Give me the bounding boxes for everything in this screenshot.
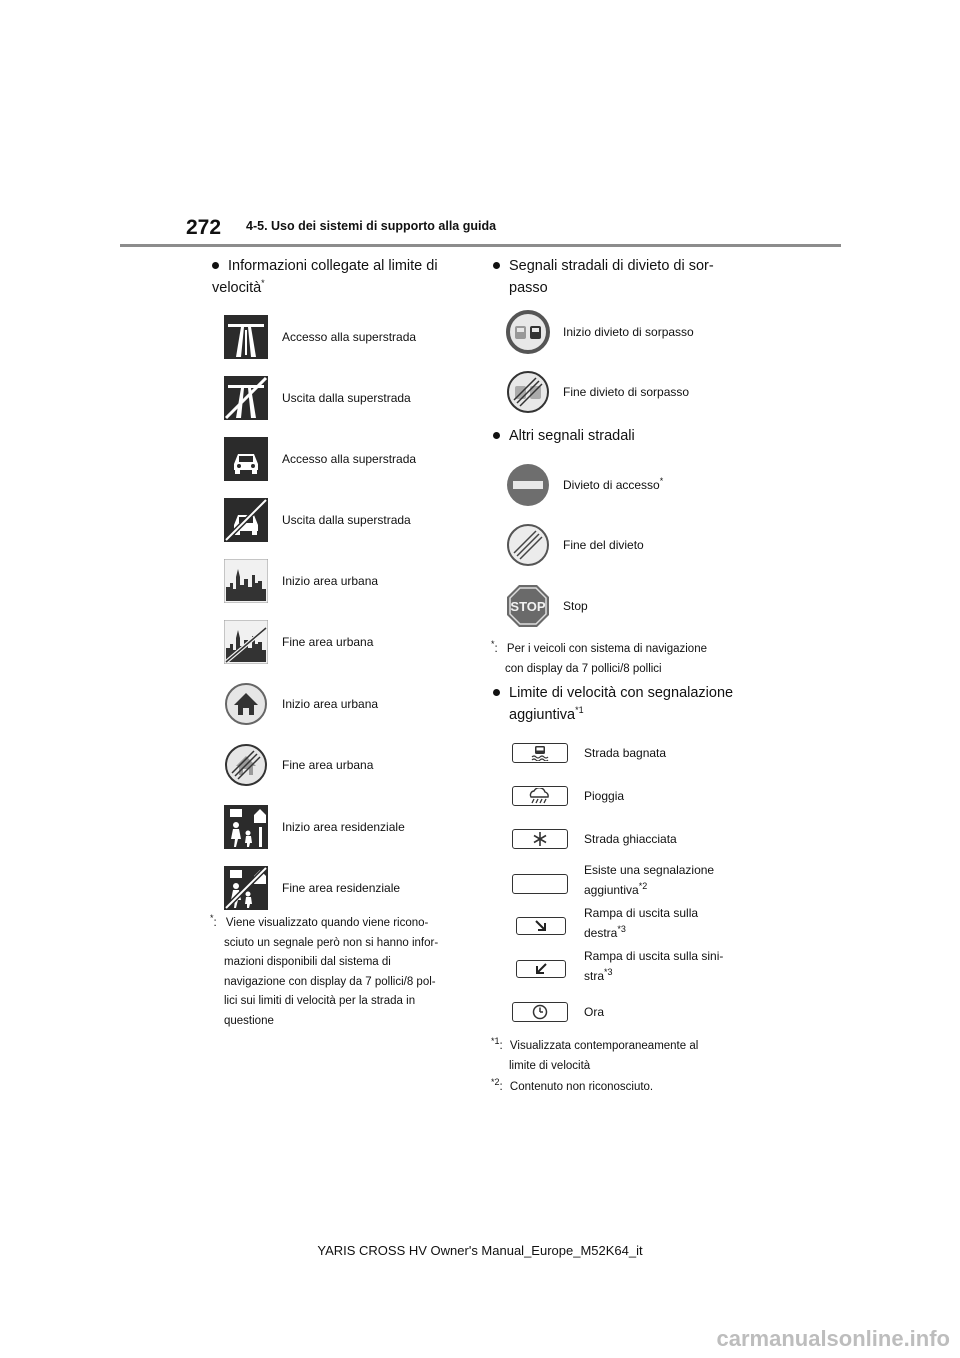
no-overtaking-icon: [506, 310, 550, 354]
footnote-colon: :: [499, 1081, 503, 1093]
motorway-start-icon: [224, 315, 268, 359]
bullet-icon: [493, 689, 500, 696]
other-signs-heading: [493, 425, 743, 447]
sign-label: Uscita dalla superstrada: [282, 513, 411, 527]
sign-row-expressway-end: [224, 498, 411, 542]
sign-label: Accesso alla superstrada: [282, 330, 417, 344]
heading-footnote-mark: *1: [575, 705, 584, 716]
stop-sign-text: STOP: [510, 599, 546, 614]
plate-label-text: destra: [584, 926, 618, 940]
house-circle-icon: [224, 682, 268, 726]
page-number: 272: [186, 216, 222, 239]
blank-plate-icon: [512, 874, 568, 894]
plate-row-exit-left: [516, 946, 723, 986]
sign-row-residential-end: [224, 866, 400, 910]
plate-label: Strada bagnata: [584, 746, 667, 760]
footnote-line: con display da 7 pollici/8 pollici: [505, 662, 662, 675]
plate-label-line: Rampa di uscita sulla sini-: [584, 949, 724, 963]
plate-label-sup: *3: [604, 967, 613, 977]
footnote-line: Per i veicoli con sistema di navigazione: [506, 643, 707, 655]
plate-label: [584, 903, 698, 943]
footnote-line: mazioni disponibili dal sistema di: [224, 956, 391, 968]
plate-row-exit-right: [516, 903, 698, 943]
chapter-title: 4-5. Uso dei sistemi di supporto alla guida: [246, 219, 497, 233]
bullet-icon: [212, 262, 219, 269]
footnote-mark: *: [491, 639, 495, 650]
sign-row-city-start: [224, 559, 378, 603]
footnote-colon: :: [494, 643, 498, 655]
footnote-colon: :: [213, 917, 217, 929]
sign-label-sup: *: [659, 476, 664, 486]
plate-label-sup: *3: [617, 924, 626, 934]
heading-line: Segnali stradali di divieto di sor-: [509, 258, 714, 274]
city-skyline-end-icon: [224, 620, 268, 664]
heading-line: Limite di velocità con segnalazione: [509, 685, 734, 701]
sign-label: Inizio area urbana: [282, 574, 379, 588]
city-skyline-icon: [224, 559, 268, 603]
left-footnote: [210, 914, 465, 1031]
end-of-restrictions-icon: [506, 523, 550, 567]
plate-label-line: Rampa di uscita sulla: [584, 906, 699, 920]
sign-label: Inizio area urbana: [282, 697, 379, 711]
sign-row-no-overtaking-end: [506, 370, 689, 414]
speed-limit-info-heading: [212, 255, 452, 299]
footnote-line: navigazione con display da 7 pollici/8 pol-: [224, 975, 436, 988]
note-1: [491, 1037, 751, 1076]
footnote-line: lici sui limiti di velocità per la strada in: [224, 995, 416, 1007]
right-footnote: [491, 640, 746, 679]
plate-row-clock: [512, 1002, 604, 1022]
sign-label: Inizio divieto di sorpasso: [563, 325, 694, 339]
sign-label-text: Divieto di accesso: [563, 478, 660, 492]
sign-row-no-overtaking: [506, 310, 694, 354]
bullet-icon: [493, 262, 500, 269]
footnote-line: Contenuto non riconosciuto.: [509, 1081, 654, 1093]
sign-row-house-end: [224, 743, 373, 787]
stop-sign-icon: [506, 584, 550, 628]
sign-label: Fine area urbana: [282, 758, 374, 772]
header-rule: [120, 244, 841, 247]
sign-row-city-end: [224, 620, 373, 664]
exit-left-plate-icon: [516, 960, 566, 978]
heading-text: Informazioni collegate al limite di velocità: [212, 258, 438, 296]
wet-road-plate-icon: [512, 743, 568, 763]
sign-row-motorway-end: [224, 376, 411, 420]
footnote-line: Viene visualizzato quando viene ricono-: [225, 917, 429, 929]
plate-label: Pioggia: [584, 789, 625, 803]
plate-row-rain: [512, 786, 624, 806]
sign-label: Fine del divieto: [563, 538, 644, 552]
heading-line: aggiuntiva: [509, 707, 576, 723]
sign-label: Fine divieto di sorpasso: [563, 385, 690, 399]
residential-area-icon: [224, 805, 268, 849]
sign-label: Fine area residenziale: [282, 881, 401, 895]
sign-label: [563, 475, 663, 495]
plate-label-line: Esiste una segnalazione: [584, 863, 715, 877]
footnote-line: sciuto un segnale però non si hanno infor-: [224, 936, 439, 949]
plate-label: [584, 946, 723, 986]
rain-plate-icon: [512, 786, 568, 806]
plate-label-sup: *2: [638, 881, 648, 891]
plate-row-icy-road: [512, 829, 677, 849]
sign-row-motorway-start: [224, 315, 416, 359]
sign-row-expressway-start: [224, 437, 416, 481]
clock-plate-icon: [512, 1002, 568, 1022]
plate-label-line: [584, 880, 714, 900]
footnote-colon: :: [499, 1040, 503, 1052]
bullet-icon: [493, 432, 500, 439]
sign-label: Uscita dalla superstrada: [282, 391, 411, 405]
heading-footnote-mark: *: [261, 278, 265, 289]
sign-row-stop: [506, 584, 588, 628]
plate-label: Strada ghiacciata: [584, 832, 677, 846]
sign-label: Inizio area residenziale: [282, 820, 405, 834]
plate-label-line: [584, 966, 723, 986]
residential-area-end-icon: [224, 866, 268, 910]
heading-text: Altri segnali stradali: [509, 428, 635, 444]
sign-row-residential-start: [224, 805, 405, 849]
sign-row-end-restrictions: [506, 523, 644, 567]
no-overtaking-end-icon: [506, 370, 550, 414]
sign-label: Stop: [563, 599, 588, 613]
watermark: carmanualsonline.info: [716, 1326, 950, 1351]
expressway-start-icon: [224, 437, 268, 481]
motorway-end-icon: [224, 376, 268, 420]
footnote-line: limite di velocità: [509, 1059, 591, 1072]
plate-label-text: stra: [584, 969, 605, 983]
speed-limit-additional-heading: [493, 682, 753, 726]
plate-row-wet-road: [512, 743, 666, 763]
footnote-mark: *1: [491, 1036, 500, 1047]
note-2: [491, 1078, 751, 1098]
sign-row-no-entry: [506, 463, 663, 507]
sign-row-house-start: [224, 682, 378, 726]
heading-line: passo: [509, 280, 548, 296]
footnote-line: questione: [224, 1014, 274, 1027]
footnote-mark: *2: [491, 1077, 500, 1088]
footnote-line: Visualizzata contemporaneamente al: [509, 1040, 699, 1052]
no-overtaking-heading: [493, 255, 743, 299]
no-entry-icon: [506, 463, 550, 507]
manual-footer: YARIS CROSS HV Owner's Manual_Europe_M52K64_it: [317, 1243, 643, 1258]
icy-road-plate-icon: [512, 829, 568, 849]
exit-right-plate-icon: [516, 917, 566, 935]
plate-label: Ora: [584, 1005, 605, 1019]
plate-label: [584, 860, 714, 900]
plate-row-blank: [512, 860, 714, 900]
sign-label: Fine area urbana: [282, 635, 374, 649]
sign-label: Accesso alla superstrada: [282, 452, 417, 466]
plate-label-line: [584, 923, 698, 943]
plate-label-text: aggiuntiva: [584, 883, 639, 897]
house-circle-end-icon: [224, 743, 268, 787]
footnote-mark: *: [210, 913, 214, 924]
expressway-end-icon: [224, 498, 268, 542]
